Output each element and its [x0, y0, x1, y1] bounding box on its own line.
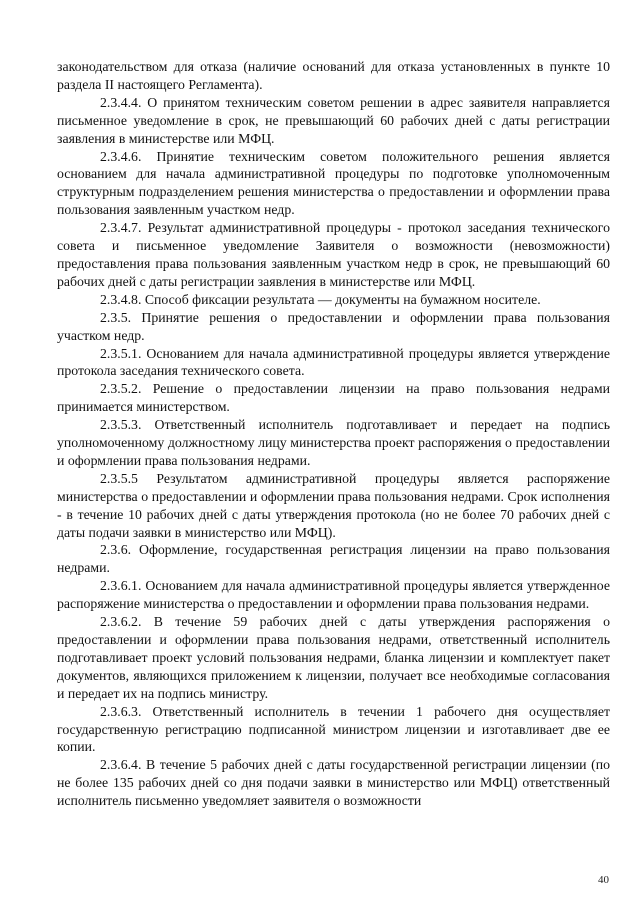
- paragraph-2-3-5-3: 2.3.5.3. Ответственный исполнитель подготавливает и передает на подпись уполномоченному должностному лицу министерства проект распоряжения о предоставлении и оформлении права пользования недрами.: [57, 417, 610, 468]
- document-body: [57, 58, 610, 810]
- paragraph-2-3-6-1: 2.3.6.1. Основанием для начала административной процедуры является утвержденное распоряжение министерства о предоставлении и оформлении права пользования недрами.: [57, 578, 610, 612]
- paragraph-2-3-4-6: 2.3.4.6. Принятие техническим советом положительного решения является основанием для начала административной процедуры по подготовке уполномоченным структурным подразделением решения министерства о предоставлении и оформлении права пользования заявленным участком недр.: [57, 148, 610, 218]
- paragraph-2-3-6-3: 2.3.6.3. Ответственный исполнитель в течении 1 рабочего дня осуществляет государственную регистрацию подписанной министром лицензии и изготавливает две ее копии.: [57, 703, 610, 755]
- paragraph-2-3-5-1: 2.3.5.1. Основанием для начала административной процедуры является утверждение протокола заседания технического совета.: [57, 345, 610, 379]
- paragraph-2-3-5-2: 2.3.5.2. Решение о предоставлении лицензии на право пользования недрами принимается министерством.: [57, 381, 610, 415]
- paragraph-2-3-4-4: 2.3.4.4. О принятом техническим советом решении в адрес заявителя направляется письменное уведомление в срок, не превышающий 60 рабочих дней с даты регистрации заявления в министерстве или МФЦ.: [57, 94, 610, 146]
- paragraph-2-3-4-8: 2.3.4.8. Способ фиксации результата — документы на бумажном носителе.: [100, 291, 541, 307]
- paragraph-continuation: законодательством для отказа (наличие оснований для отказа установленных в пункте 10 раздела II настоящего Регламента).: [57, 59, 610, 92]
- paragraph-2-3-4-7: 2.3.4.7. Результат административной процедуры - протокол заседания технического совета и письменное уведомление Заявителя о возможности (невозможности) предоставления права пользования заявленным участком недр в срок, не превышающий 60 рабочих дней с даты регистрации заявления в министерстве или МФЦ.: [57, 220, 610, 289]
- paragraph-2-3-6: 2.3.6. Оформление, государственная регистрация лицензии на право пользования недрами.: [57, 542, 610, 576]
- page-number: 40: [598, 874, 609, 886]
- paragraph-2-3-5-5: 2.3.5.5 Результатом административной процедуры является распоряжение министерства о предоставлении и оформлении права пользования недрами. Срок исполнения - в течение 10 рабочих дней с даты утверждения протокола (но не более 70 рабочих дней с даты подачи заявки в министерство или МФЦ).: [57, 470, 610, 540]
- paragraph-2-3-6-2: 2.3.6.2. В течение 59 рабочих дней с даты утверждения распоряжения о предоставлении и оформлении права пользования недрами, ответственный исполнитель подготавливает проект условий пользования недрами, бланка лицензии и комплектует пакет документов, являющихся приложением к лицензии, получает все необходимые согласования и передает их на подпись министру.: [57, 614, 610, 701]
- paragraph-2-3-5: 2.3.5. Принятие решения о предоставлении и оформлении права пользования участком недр.: [57, 309, 610, 343]
- paragraph-2-3-6-4: 2.3.6.4. В течение 5 рабочих дней с даты государственной регистрации лицензии (по не более 135 рабочих дней со дня подачи заявки в министерство или МФЦ) ответственный исполнитель письменно уведомляет заявителя о возможности: [57, 757, 610, 809]
